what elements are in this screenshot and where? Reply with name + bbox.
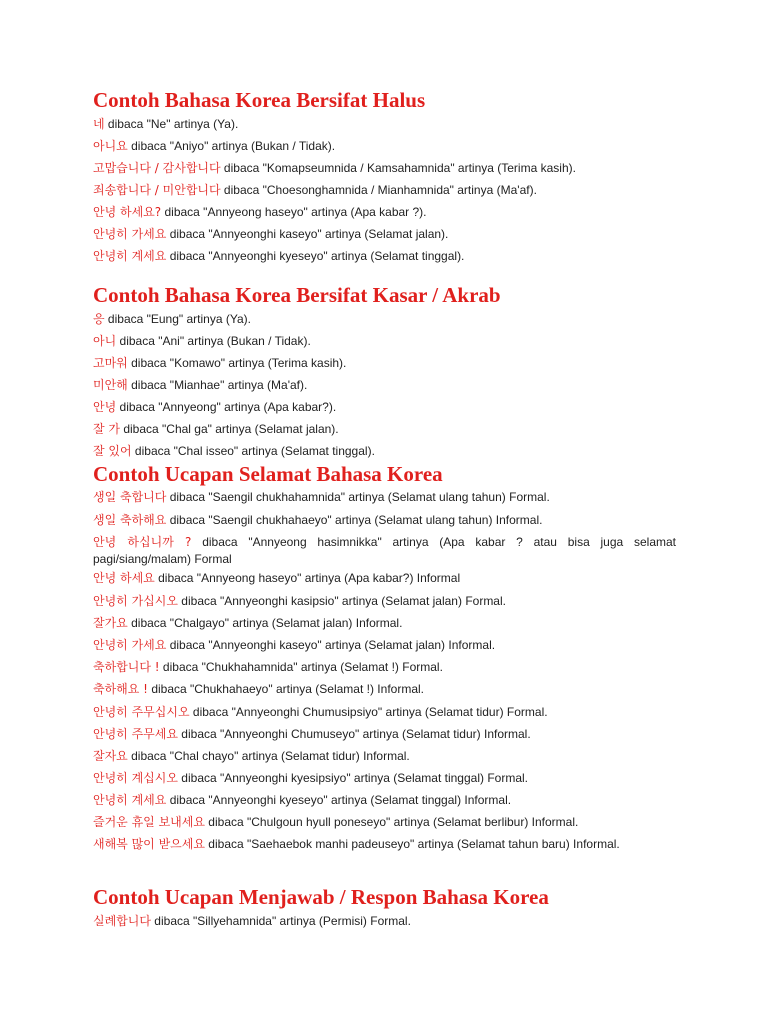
section-title: Contoh Ucapan Menjawab / Respon Bahasa Korea <box>93 885 549 909</box>
phrase-line <box>93 225 676 243</box>
document-page <box>93 0 676 1024</box>
phrase-line <box>93 181 676 199</box>
phrase-line <box>93 680 676 698</box>
phrase-description: dibaca "Mianhae" artinya (Ma'af). <box>127 378 308 392</box>
korean-text: 네 <box>93 117 105 131</box>
phrase-description: dibaca "Komapseumnida / Kamsahamnida" artinya (Terima kasih). <box>220 161 576 175</box>
korean-text: 응 <box>93 312 105 326</box>
phrase-description: dibaca "Chal ga" artinya (Selamat jalan). <box>120 422 339 436</box>
phrase-description: dibaca "Annyeonghi Chumusipsiyo" artinya (Selamat tidur) Formal. <box>189 705 548 719</box>
phrase-description: dibaca "Saengil chukhahaeyo" artinya (Selamat ulang tahun) Informal. <box>166 513 543 527</box>
phrase-description: dibaca "Annyeonghi kyeseyo" artinya (Selamat tinggal) Informal. <box>166 793 512 807</box>
phrase-line <box>93 813 676 831</box>
korean-text: 즐거운 휴일 보내세요 <box>93 815 205 829</box>
korean-text: 안녕히 가세요 <box>93 227 167 241</box>
phrase-description: dibaca "Annyeonghi kasipsio" artinya (Selamat jalan) Formal. <box>177 594 506 608</box>
phrase-description: dibaca "Annyeonghi Chumuseyo" artinya (Selamat tidur) Informal. <box>177 727 531 741</box>
phrase-description: dibaca "Aniyo" artinya (Bukan / Tidak). <box>127 139 336 153</box>
korean-text: 안녕히 계세요 <box>93 249 167 263</box>
phrase-description: dibaca "Annyeong hasimnikka" artinya (Apa kabar ? atau bisa juga selamat pagi/siang/malam) Formal <box>93 535 676 566</box>
korean-text: 안녕 하세요? <box>93 205 162 219</box>
phrase-line <box>93 159 676 177</box>
phrase-description: dibaca "Chukhahamnida" artinya (Selamat !) Formal. <box>159 660 443 674</box>
phrase-line <box>93 703 676 721</box>
phrase-line <box>93 769 676 787</box>
phrase-line <box>93 247 676 265</box>
korean-text: 축하합니다 ! <box>93 660 160 674</box>
korean-text: 미안해 <box>93 378 128 392</box>
phrase-line <box>93 636 676 654</box>
korean-text: 안녕 <box>93 400 117 414</box>
phrase-line <box>93 912 676 930</box>
phrase-description: dibaca "Annyeong" artinya (Apa kabar?). <box>116 400 337 414</box>
phrase-line <box>93 658 676 676</box>
korean-text: 잘 있어 <box>93 444 132 458</box>
phrase-line <box>93 791 676 809</box>
korean-text: 안녕히 가세요 <box>93 638 167 652</box>
phrase-description: dibaca "Chalgayo" artinya (Selamat jalan) Informal. <box>127 616 403 630</box>
phrase-description: dibaca "Annyeong haseyo" artinya (Apa kabar?) Informal <box>154 571 461 585</box>
phrase-line <box>93 725 676 743</box>
phrase-description: dibaca "Chulgoun hyull poneseyo" artinya (Selamat berlibur) Informal. <box>204 815 579 829</box>
phrase-line <box>93 592 676 610</box>
phrase-description: dibaca "Ne" artinya (Ya). <box>104 117 239 131</box>
phrase-line <box>93 398 676 416</box>
korean-text: 안녕히 주무십시오 <box>93 705 190 719</box>
korean-text: 잘가요 <box>93 616 128 630</box>
phrase-description: dibaca "Chukhahaeyo" artinya (Selamat !) Informal. <box>148 682 424 696</box>
phrase-description: dibaca "Sillyehamnida" artinya (Permisi) Formal. <box>150 914 411 928</box>
phrase-description: dibaca "Annyeonghi kyeseyo" artinya (Selamat tinggal). <box>166 249 465 263</box>
korean-text: 잘자요 <box>93 749 128 763</box>
phrase-description: dibaca "Saehaebok manhi padeuseyo" artinya (Selamat tahun baru) Informal. <box>204 837 620 851</box>
phrase-description: dibaca "Annyeonghi kaseyo" artinya (Selamat jalan) Informal. <box>166 638 496 652</box>
phrase-description: dibaca "Annyeonghi kyesipsiyo" artinya (Selamat tinggal) Formal. <box>177 771 528 785</box>
phrase-description: dibaca "Chal isseo" artinya (Selamat tinggal). <box>131 444 375 458</box>
phrase-description: dibaca "Annyeonghi kaseyo" artinya (Selamat jalan). <box>166 227 449 241</box>
korean-text: 아니요 <box>93 139 128 153</box>
phrase-description: dibaca "Ani" artinya (Bukan / Tidak). <box>116 334 311 348</box>
phrase-line <box>93 488 676 506</box>
korean-text: 안녕 하십니까 ? <box>93 535 192 549</box>
phrase-line <box>93 836 676 853</box>
section-title: Contoh Ucapan Selamat Bahasa Korea <box>93 462 443 486</box>
korean-text: 아니 <box>93 334 117 348</box>
phrase-description: dibaca "Saengil chukhahamnida" artinya (Selamat ulang tahun) Formal. <box>166 490 550 504</box>
korean-text: 안녕히 계세요 <box>93 793 167 807</box>
korean-text: 안녕히 주무세요 <box>93 727 178 741</box>
phrase-line <box>93 203 676 221</box>
korean-text: 죄송합니다 / 미안합니다 <box>93 183 221 197</box>
phrase-description: dibaca "Komawo" artinya (Terima kasih). <box>127 356 347 370</box>
korean-text: 안녕히 가십시오 <box>93 594 178 608</box>
korean-text: 생일 축합니다 <box>93 490 167 504</box>
phrase-description: dibaca "Eung" artinya (Ya). <box>104 312 251 326</box>
phrase-line <box>93 332 676 350</box>
phrase-line <box>93 115 676 133</box>
korean-text: 실례합니다 <box>93 914 151 928</box>
korean-text: 고맙습니다 / 감사합니다 <box>93 161 221 175</box>
phrase-line <box>93 747 676 765</box>
korean-text: 안녕히 계십시오 <box>93 771 178 785</box>
phrase-line <box>93 310 676 328</box>
phrase-description: dibaca "Chal chayo" artinya (Selamat tidur) Informal. <box>127 749 410 763</box>
korean-text: 새해복 많이 받으세요 <box>93 837 205 851</box>
phrase-description: dibaca "Choesonghamnida / Mianhamnida" artinya (Ma'af). <box>220 183 537 197</box>
phrase-line <box>93 569 676 587</box>
phrase-line <box>93 420 676 438</box>
korean-text: 안녕 하세요 <box>93 571 155 585</box>
phrase-description: dibaca "Annyeong haseyo" artinya (Apa kabar ?). <box>161 205 427 219</box>
phrase-line <box>93 137 676 155</box>
phrase-line <box>93 354 676 372</box>
phrase-line <box>93 614 676 632</box>
korean-text: 생일 축하해요 <box>93 513 167 527</box>
phrase-line <box>93 511 676 529</box>
phrase-line <box>93 534 676 568</box>
section-title: Contoh Bahasa Korea Bersifat Kasar / Akrab <box>93 283 501 307</box>
korean-text: 축하해요 ! <box>93 682 148 696</box>
phrase-line <box>93 442 676 460</box>
korean-text: 잘 가 <box>93 422 120 436</box>
section-title: Contoh Bahasa Korea Bersifat Halus <box>93 88 426 112</box>
korean-text: 고마워 <box>93 356 128 370</box>
phrase-line <box>93 376 676 394</box>
